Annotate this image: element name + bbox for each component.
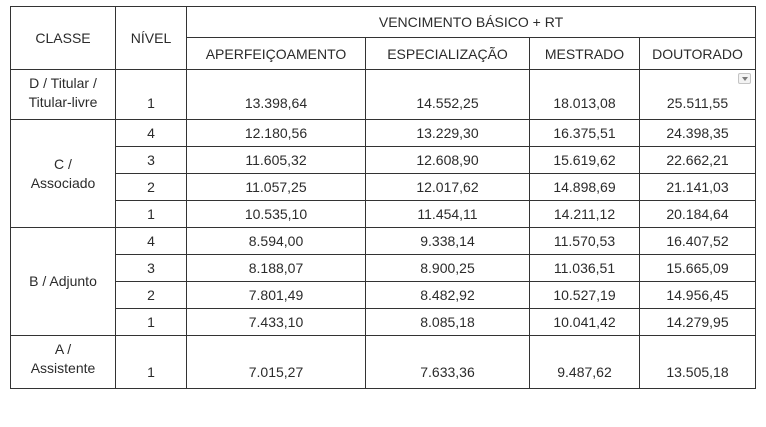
class-label-line: D / Titular /	[29, 75, 97, 91]
table-row	[11, 174, 756, 201]
value-cell: 21.141,03	[640, 174, 756, 201]
value-cell: 11.570,53	[530, 228, 640, 255]
header-vencimento: VENCIMENTO BÁSICO + RT	[187, 7, 756, 38]
nivel-cell: 2	[116, 174, 187, 201]
value-cell: 14.898,69	[530, 174, 640, 201]
value-cell: 11.454,11	[366, 201, 530, 228]
class-label-line: Assistente	[30, 360, 96, 376]
value-cell: 10.041,42	[530, 309, 640, 336]
nivel-cell: 4	[116, 120, 187, 147]
class-label-b	[11, 228, 116, 336]
header-nivel: NÍVEL	[116, 7, 187, 70]
value-cell: 24.398,35	[640, 120, 756, 147]
value-cell: 9.487,62	[530, 336, 640, 389]
class-label-d	[11, 70, 116, 120]
value-cell: 7.801,49	[187, 282, 366, 309]
header-doutorado: DOUTORADO	[640, 38, 756, 70]
nivel-cell: 1	[116, 336, 187, 389]
class-label-line: A /	[54, 341, 72, 357]
table-row	[11, 336, 756, 389]
value-cell: 22.662,21	[640, 147, 756, 174]
nivel-cell: 3	[116, 255, 187, 282]
class-label-line: C /	[54, 155, 72, 172]
value-cell: 12.017,62	[366, 174, 530, 201]
table-row	[11, 255, 756, 282]
class-label-line: B / Adjunto	[29, 273, 97, 289]
nivel-cell: 1	[116, 309, 187, 336]
table-row	[11, 309, 756, 336]
value-cell: 10.535,10	[187, 201, 366, 228]
header-row-top	[11, 7, 756, 38]
class-label-a	[11, 336, 116, 389]
class-label-c	[11, 120, 116, 228]
value-cell: 8.482,92	[366, 282, 530, 309]
value-cell: 18.013,08	[530, 70, 640, 120]
value-cell: 10.527,19	[530, 282, 640, 309]
value-cell: 12.180,56	[187, 120, 366, 147]
table-row	[11, 147, 756, 174]
value-cell: 11.605,32	[187, 147, 366, 174]
salary-table	[10, 6, 756, 389]
nivel-cell: 1	[116, 201, 187, 228]
value-cell: 8.188,07	[187, 255, 366, 282]
table-row	[11, 201, 756, 228]
header-classe: CLASSE	[11, 7, 116, 70]
value-cell: 15.665,09	[640, 255, 756, 282]
nivel-cell: 3	[116, 147, 187, 174]
value-cell: 7.433,10	[187, 309, 366, 336]
value-cell: 16.375,51	[530, 120, 640, 147]
dropdown-button[interactable]	[738, 73, 751, 84]
value-cell: 8.085,18	[366, 309, 530, 336]
header-mestrado: MESTRADO	[530, 38, 640, 70]
value-cell: 13.505,18	[640, 336, 756, 389]
value-cell: 13.398,64	[187, 70, 366, 120]
value-cell: 14.211,12	[530, 201, 640, 228]
value-cell: 12.608,90	[366, 147, 530, 174]
table-header	[11, 7, 756, 70]
value-cell: 14.552,25	[366, 70, 530, 120]
table-row	[11, 282, 756, 309]
value-cell: 15.619,62	[530, 147, 640, 174]
nivel-cell: 4	[116, 228, 187, 255]
value-cell: 11.057,25	[187, 174, 366, 201]
nivel-cell: 1	[116, 70, 187, 120]
table-row	[11, 120, 756, 147]
class-label-line: Titular-livre	[28, 94, 98, 110]
value-cell: 16.407,52	[640, 228, 756, 255]
value-cell: 9.338,14	[366, 228, 530, 255]
table-row	[11, 228, 756, 255]
value-cell: 14.279,95	[640, 309, 756, 336]
value-cell: 7.015,27	[187, 336, 366, 389]
nivel-cell: 2	[116, 282, 187, 309]
table-body	[11, 70, 756, 389]
value-cell	[640, 70, 756, 120]
value-cell: 8.900,25	[366, 255, 530, 282]
salary-table-container	[10, 6, 756, 389]
header-aperfeicoamento: APERFEIÇOAMENTO	[187, 38, 366, 70]
value-text: 25.511,55	[666, 95, 729, 111]
value-cell: 8.594,00	[187, 228, 366, 255]
value-cell: 7.633,36	[366, 336, 530, 389]
value-cell: 20.184,64	[640, 201, 756, 228]
class-label-line: Associado	[30, 174, 96, 191]
table-row	[11, 70, 756, 120]
value-cell: 14.956,45	[640, 282, 756, 309]
header-especializacao: ESPECIALIZAÇÃO	[366, 38, 530, 70]
value-cell: 11.036,51	[530, 255, 640, 282]
value-cell: 13.229,30	[366, 120, 530, 147]
